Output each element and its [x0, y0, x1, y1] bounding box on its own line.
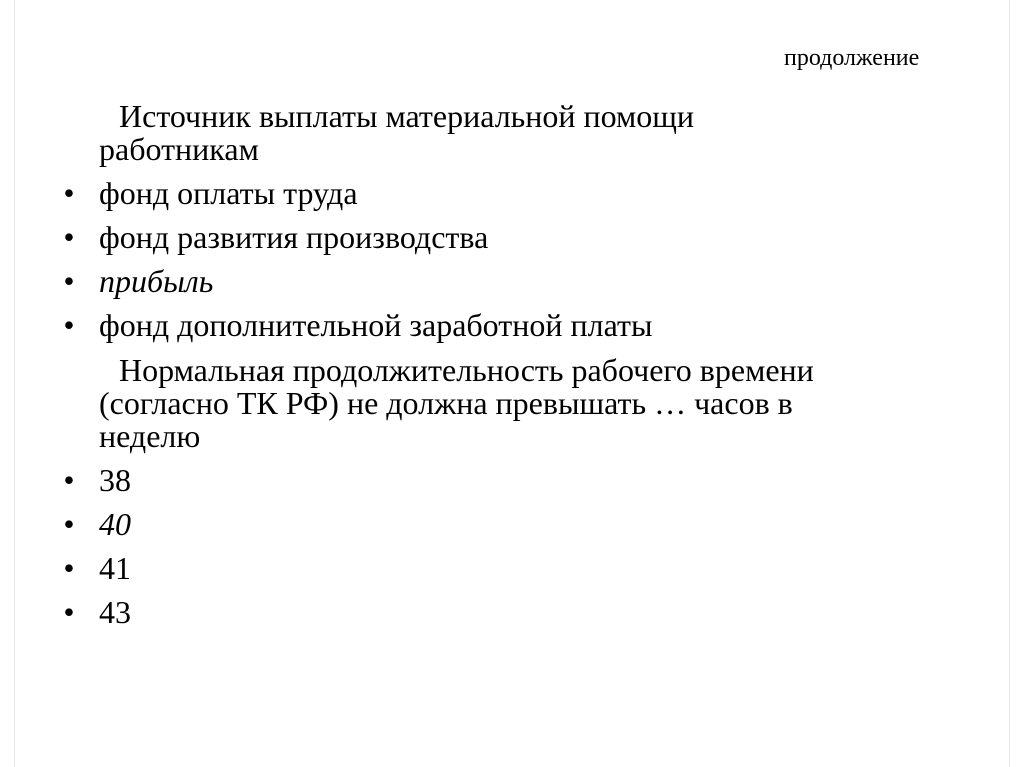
question-1-heading-line-1: Источник выплаты материальной помощи	[119, 98, 695, 134]
bullet-icon: •	[63, 219, 75, 255]
bullet-icon: •	[63, 506, 75, 542]
continuation-label: продолжение	[784, 45, 920, 71]
question-2-option-1	[63, 462, 929, 498]
question-2-options	[0, 464, 1024, 629]
option-text: фонд развития производства	[99, 219, 489, 255]
question-1-heading-line-2: работникам	[99, 131, 259, 167]
question-1-option-1	[63, 175, 929, 211]
question-2-heading-line-1: Нормальная продолжительность рабочего времени	[119, 352, 814, 388]
question-2-option-2	[63, 506, 929, 542]
question-1-options	[0, 177, 1024, 342]
question-1-option-3	[63, 263, 929, 299]
option-text-correct: прибыль	[99, 263, 214, 299]
option-text: фонд оплаты труда	[99, 175, 358, 211]
option-text-correct: 40	[99, 506, 131, 542]
bullet-icon: •	[63, 594, 75, 630]
question-2-heading-line-3: неделю	[99, 418, 201, 454]
bullet-icon: •	[63, 175, 75, 211]
option-text: 41	[99, 550, 131, 586]
question-2-heading	[99, 354, 929, 453]
slide-content	[0, 100, 1024, 629]
question-2-heading-line-2: (согласно ТК РФ) не должна превышать … часов в	[99, 385, 793, 421]
bullet-icon: •	[63, 307, 75, 343]
question-2-option-4	[63, 594, 929, 630]
question-1-option-4	[63, 307, 929, 343]
question-2-option-3	[63, 550, 929, 586]
bullet-icon: •	[63, 550, 75, 586]
option-text: фонд дополнительной заработной платы	[99, 307, 653, 343]
question-1-heading	[99, 100, 929, 166]
option-text: 38	[99, 462, 131, 498]
bullet-icon: •	[63, 462, 75, 498]
option-text: 43	[99, 594, 131, 630]
question-1-option-2	[63, 219, 929, 255]
bullet-icon: •	[63, 263, 75, 299]
